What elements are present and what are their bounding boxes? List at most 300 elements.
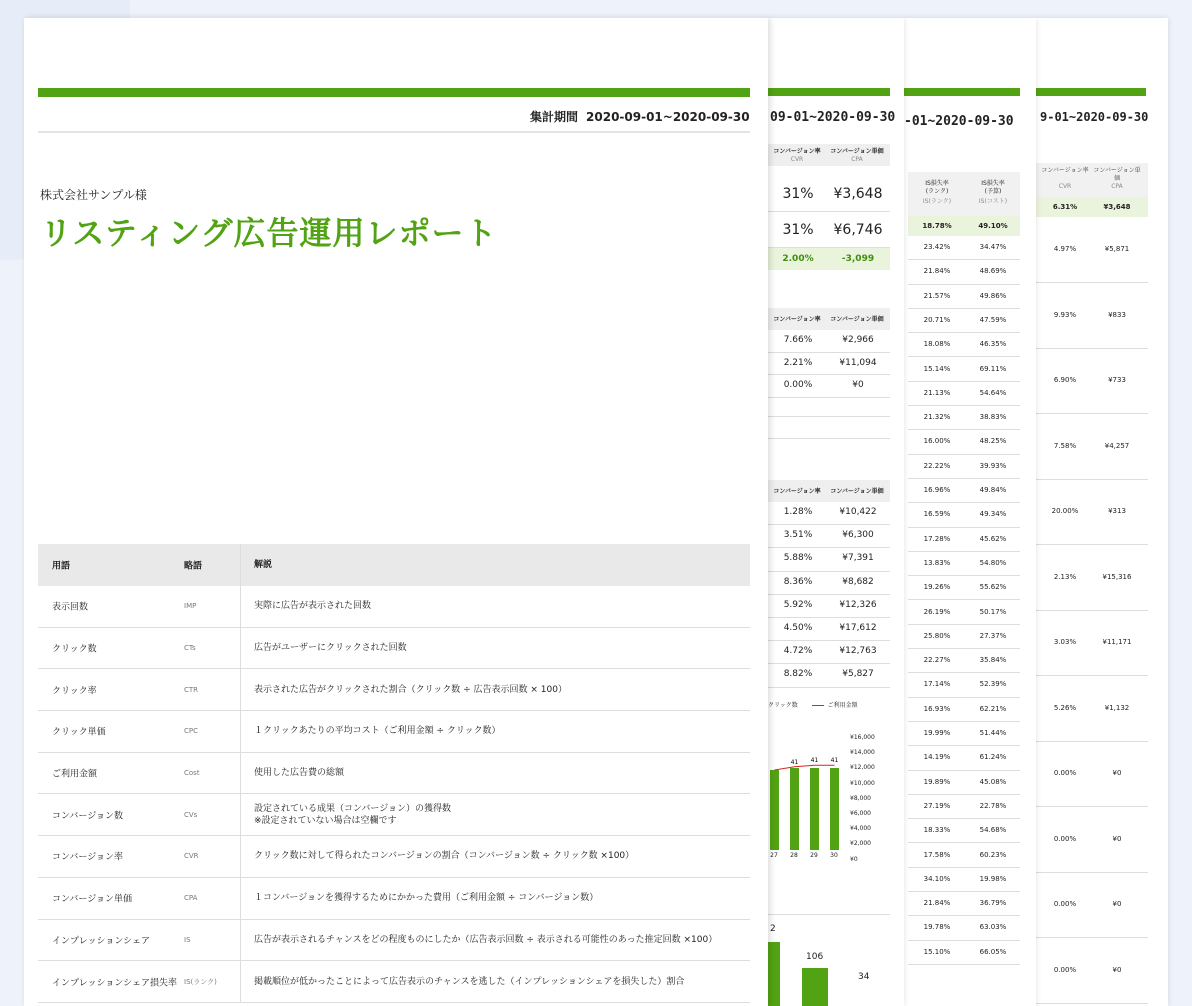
- table-row: [908, 941, 1020, 965]
- glossary-row: [38, 586, 750, 628]
- table-row: [908, 844, 1020, 868]
- legend-line-label: ご利用金額: [827, 702, 858, 709]
- cell-cpa: ¥0: [852, 380, 864, 390]
- cell-is-rank: 21.32%: [923, 413, 951, 422]
- cell-cpa: ¥12,326: [839, 599, 877, 610]
- glossary-row: [38, 753, 750, 795]
- header-cpa: コンバージョン単価: [830, 488, 884, 495]
- column-divider: [240, 961, 241, 1002]
- y-tick-label: ¥16,000: [850, 734, 875, 741]
- header-cpa-sub: CPA: [851, 156, 863, 163]
- divider: [768, 914, 890, 915]
- cell-cvr: 8.36%: [783, 576, 813, 587]
- header-is-rank-sub: IS(ランク): [922, 198, 952, 205]
- y-tick-label: ¥14,000: [850, 749, 875, 757]
- diff-cvr: 2.00%: [782, 254, 814, 264]
- table-row: [908, 698, 1020, 722]
- glossary-desc: １コンバージョンを獲得するためにかかった費用（ご利用金額 ÷ コンバージョン数）: [254, 893, 599, 904]
- cell-is-budget: 54.68%: [979, 826, 1007, 835]
- cell-is-budget: 35.84%: [979, 656, 1007, 665]
- cell-is-rank: 15.14%: [923, 364, 951, 373]
- cell-is-budget: 47.59%: [979, 315, 1007, 324]
- table-row: [1036, 348, 1148, 414]
- y-tick-label: ¥2,000: [850, 840, 871, 848]
- table-row: [908, 819, 1020, 843]
- table-row: [1036, 807, 1148, 873]
- table-row: [908, 455, 1020, 479]
- cell-is-budget: 62.21%: [979, 704, 1007, 713]
- glossary-row: [38, 794, 750, 836]
- cell-is-budget: 46.35%: [979, 340, 1007, 349]
- table-row: [1036, 872, 1148, 938]
- cell-is-budget: 51.44%: [979, 729, 1007, 737]
- glossary-desc: 掲載順位が低かったことによって広告表示のチャンスを逃した（インプレッションシェアを損失した）割合: [254, 976, 685, 987]
- cell-cvr: 4.50%: [783, 623, 813, 633]
- cell-is-budget: 60.23%: [979, 850, 1007, 859]
- cell-is-budget: 48.69%: [979, 267, 1007, 276]
- cell-cpa: ¥5,827: [842, 669, 874, 680]
- cell-is-rank: 18.08%: [923, 340, 951, 349]
- cell-is-budget: 22.78%: [979, 801, 1007, 810]
- cell-cvr: 7.66%: [783, 335, 813, 345]
- column-divider: [240, 628, 241, 669]
- table-row: [768, 618, 890, 641]
- summary-header: [768, 144, 890, 166]
- total-row: [1036, 197, 1148, 217]
- period-value: 2020-09-01~2020-09-30: [586, 110, 750, 124]
- cell-cvr: 6.90%: [1053, 376, 1077, 384]
- period-text: 9-01~2020-09-30: [1040, 110, 1149, 124]
- chart-bar: [790, 768, 799, 850]
- cell-cpa: ¥833: [1108, 310, 1126, 319]
- glossary-term: インプレッションシェア: [52, 936, 150, 947]
- x-tick-label: 27: [770, 852, 778, 859]
- cell-cvr: 2.13%: [1053, 572, 1077, 581]
- glossary-row: [38, 836, 750, 878]
- summary-cpa: ¥3,648: [833, 186, 883, 202]
- glossary-table: [38, 544, 750, 1003]
- table-row: [768, 548, 890, 571]
- x-tick-label: 28: [790, 852, 798, 859]
- table-row: [768, 641, 890, 664]
- cell-cvr: 1.28%: [783, 507, 813, 517]
- table-row: [908, 406, 1020, 430]
- cell-cvr: 3.03%: [1053, 638, 1077, 646]
- cell-cpa: ¥5,871: [1104, 245, 1130, 253]
- cell-is-rank: 21.13%: [923, 388, 951, 397]
- table-row: [1036, 414, 1148, 480]
- cell-is-budget: 61.24%: [979, 753, 1007, 762]
- cell-cpa: ¥0: [1112, 965, 1122, 974]
- header-cvr-sub: CVR: [1058, 183, 1072, 190]
- cell-cvr: 4.72%: [783, 646, 813, 657]
- glossary-term: インプレッションシェア損失率: [52, 978, 177, 989]
- column-divider: [240, 920, 241, 961]
- cell-cpa: ¥4,257: [1104, 441, 1130, 450]
- cell-cvr: 5.92%: [783, 599, 813, 610]
- total-cvr: 6.31%: [1052, 203, 1078, 211]
- cell-cpa: ¥12,763: [839, 646, 877, 657]
- total-cpa: ¥3,648: [1103, 203, 1131, 211]
- chart-bar: [770, 770, 779, 850]
- table-row: [908, 236, 1020, 260]
- table-row: [1036, 283, 1148, 349]
- page-header-bar: [904, 88, 1020, 96]
- glossary-abbr: IS(ランク): [184, 977, 217, 986]
- glossary-abbr: CPA: [184, 894, 198, 903]
- cell-is-rank: 16.93%: [923, 704, 951, 713]
- y-tick-label: ¥10,000: [850, 779, 875, 787]
- glossary-row: [38, 920, 750, 962]
- header-is-budget: IS損失率 (予算): [981, 180, 1005, 195]
- glossary-abbr: IMP: [184, 602, 197, 611]
- cell-cvr: 8.82%: [783, 669, 813, 680]
- bar-value-label: 41: [810, 757, 819, 765]
- table-row: [908, 333, 1020, 357]
- table-row: [908, 576, 1020, 600]
- table-row: [908, 285, 1020, 309]
- summary-cvr: 31%: [782, 222, 814, 238]
- total-is-budget: 49.10%: [978, 222, 1008, 230]
- header-cvr: コンバージョン率: [773, 488, 821, 495]
- table-row: [908, 601, 1020, 625]
- table-row: [908, 722, 1020, 746]
- table-row: [908, 358, 1020, 382]
- column-divider: [240, 878, 241, 919]
- page-header-bar: [1036, 88, 1146, 96]
- table-row: [1036, 545, 1148, 611]
- cell-is-rank: 25.80%: [923, 631, 951, 640]
- cell-cpa: ¥11,171: [1102, 638, 1132, 646]
- header-cvr: コンバージョン率: [773, 316, 821, 323]
- table-row: [1036, 938, 1148, 1004]
- cell-cvr: 7.58%: [1053, 441, 1077, 450]
- table-row: [768, 595, 890, 618]
- glossary-desc: 広告が表示されるチャンスをどの程度ものにしたか（広告表示回数 ÷ 表示される可能性のあった推定回数 ×100）: [254, 934, 718, 945]
- cell-is-budget: 50.17%: [979, 607, 1007, 616]
- chart-bar: [810, 768, 819, 850]
- table-row: [1036, 610, 1148, 676]
- header-cvr-sub: CVR: [790, 156, 804, 163]
- table-header: [1036, 163, 1148, 197]
- column-divider: [240, 669, 241, 710]
- cell-is-budget: 45.62%: [979, 534, 1007, 543]
- report-page-1: [24, 18, 768, 1006]
- column-divider: [240, 586, 241, 627]
- cell-is-rank: 23.42%: [923, 243, 951, 251]
- cell-cvr: 20.00%: [1051, 507, 1079, 515]
- cell-is-budget: 34.47%: [979, 243, 1007, 251]
- glossary-row: [38, 669, 750, 711]
- cell-cpa: ¥1,132: [1104, 703, 1130, 712]
- glossary-abbr: CVs: [184, 810, 198, 819]
- cell-is-rank: 14.19%: [923, 753, 951, 762]
- table-row: [908, 260, 1020, 284]
- cell-cvr: 0.00%: [1053, 900, 1077, 908]
- table-row: [908, 309, 1020, 333]
- y-tick-label: ¥4,000: [850, 825, 871, 833]
- table-row: [768, 330, 890, 353]
- glossary-desc: 表示された広告がクリックされた割合（クリック数 ÷ 広告表示回数 × 100）: [254, 684, 567, 695]
- y-tick-label: ¥6,000: [850, 810, 871, 817]
- cell-is-rank: 22.27%: [923, 656, 951, 665]
- column-divider: [240, 544, 241, 586]
- cell-is-rank: 19.26%: [923, 583, 951, 592]
- summary-row: [768, 176, 890, 212]
- cell-is-budget: 48.25%: [979, 437, 1007, 446]
- cell-cpa: ¥8,682: [842, 576, 874, 587]
- column-divider: [240, 753, 241, 794]
- cell-is-budget: 66.05%: [979, 947, 1007, 956]
- x-tick-label: 30: [830, 852, 838, 859]
- table-row: [908, 552, 1020, 576]
- legend-line-swatch: [812, 705, 824, 706]
- cell-cvr: 3.51%: [783, 530, 813, 541]
- x-tick-label: 29: [810, 852, 818, 859]
- cell-cpa: ¥0: [1112, 834, 1122, 843]
- total-is-rank: 18.78%: [922, 222, 952, 230]
- table-row: [908, 430, 1020, 454]
- cell-is-budget: 49.34%: [979, 510, 1007, 519]
- glossary-header: [38, 544, 750, 586]
- table-row: [908, 673, 1020, 697]
- report-page-2: [768, 18, 904, 1006]
- glossary-abbr: CTR: [184, 685, 199, 694]
- column-divider: [240, 836, 241, 877]
- glossary-abbr: CVR: [184, 852, 199, 861]
- cell-is-rank: 17.14%: [923, 680, 951, 689]
- header-term: 用語: [52, 561, 71, 572]
- bar-value-label: 41: [830, 757, 839, 765]
- header-is-rank: IS損失率 (ランク): [925, 180, 949, 195]
- cell-cvr: 0.00%: [1053, 769, 1077, 777]
- cell-is-budget: 49.86%: [979, 291, 1007, 300]
- summary-row: [768, 212, 890, 248]
- cell-is-budget: 69.11%: [979, 364, 1007, 373]
- table-row: [908, 528, 1020, 552]
- cell-cpa: ¥17,612: [839, 623, 877, 633]
- glossary-term: クリック単価: [52, 727, 106, 738]
- cell-cpa: ¥10,422: [839, 507, 877, 517]
- cell-is-rank: 16.96%: [923, 486, 951, 494]
- period-label: 集計期間: [530, 110, 579, 124]
- period-text: [530, 108, 750, 125]
- cell-cpa: ¥11,094: [839, 357, 877, 368]
- cell-is-rank: 19.78%: [923, 923, 951, 932]
- header-cvr: コンバージョン率: [773, 148, 821, 155]
- table-row: [908, 892, 1020, 916]
- glossary-row: [38, 961, 750, 1003]
- table-row: [768, 502, 890, 525]
- glossary-abbr: CTs: [184, 644, 196, 653]
- glossary-desc: 設定されている成果（コンバージョン）の獲得数 ※設定されていない場合は空欄です: [254, 803, 452, 826]
- column-divider: [240, 711, 241, 752]
- bottom-bar: [802, 968, 828, 1006]
- cell-is-budget: 52.39%: [979, 680, 1007, 689]
- bar-value-label: 41: [790, 758, 799, 766]
- glossary-desc: クリック数に対して得られたコンバージョンの割合（コンバージョン数 ÷ クリック数 ×100）: [254, 851, 635, 862]
- cell-cpa: ¥0: [1112, 900, 1122, 908]
- table-row: [908, 649, 1020, 673]
- y-tick-label: ¥8,000: [850, 794, 871, 802]
- cell-cvr: 9.93%: [1053, 310, 1077, 319]
- cell-is-rank: 20.71%: [923, 315, 951, 324]
- glossary-desc: 使用した広告費の総額: [254, 768, 345, 779]
- cell-is-rank: 17.28%: [923, 534, 951, 543]
- diff-row: [768, 248, 890, 270]
- glossary-desc: 広告がユーザーにクリックされた回数: [254, 643, 407, 654]
- cell-cpa: ¥6,300: [842, 530, 874, 541]
- cell-cpa: ¥733: [1108, 376, 1126, 384]
- table-row: [1036, 479, 1148, 545]
- bottom-bar-label: 106: [806, 952, 824, 962]
- cell-cpa: ¥15,316: [1102, 572, 1132, 581]
- table-header: [908, 172, 1020, 216]
- bottom-bar-label: 2: [770, 924, 776, 934]
- legend-bar-label: クリック数: [768, 702, 798, 709]
- glossary-term: コンバージョン率: [52, 852, 124, 863]
- table-row: [1036, 741, 1148, 807]
- header-is-budget-sub: IS(コスト): [978, 198, 1008, 205]
- table-row: [908, 503, 1020, 527]
- cell-cvr: 0.00%: [783, 380, 813, 390]
- table-row: [1036, 217, 1148, 283]
- cell-is-rank: 13.83%: [923, 558, 951, 567]
- table-header: [768, 308, 890, 330]
- cell-cvr: 0.00%: [1053, 965, 1077, 974]
- table-row: [908, 795, 1020, 819]
- table-row: [768, 353, 890, 376]
- cell-cpa: ¥0: [1112, 769, 1122, 777]
- cell-is-rank: 21.84%: [923, 899, 951, 908]
- client-name: 株式会社サンプル様: [40, 188, 147, 202]
- y-tick-label: ¥0: [850, 855, 858, 863]
- glossary-row: [38, 878, 750, 920]
- summary-cvr: 31%: [782, 186, 814, 202]
- header-desc: 解説: [254, 560, 273, 570]
- column-divider: [240, 794, 241, 835]
- table-header: [768, 480, 890, 502]
- header-abbr: 略語: [184, 561, 203, 572]
- divider: [768, 416, 890, 417]
- chart-legend: [768, 700, 898, 709]
- total-row: [908, 216, 1020, 236]
- glossary-term: クリック数: [52, 644, 97, 655]
- header-cpa: コンバージョン単価: [830, 316, 884, 323]
- glossary-term: クリック率: [52, 686, 97, 697]
- glossary-term: ご利用金額: [52, 769, 98, 780]
- glossary-abbr: Cost: [184, 769, 200, 778]
- cell-is-rank: 26.19%: [923, 607, 951, 616]
- page-header-bar: [768, 88, 890, 96]
- table-row: [908, 625, 1020, 649]
- cell-cvr: 0.00%: [1053, 834, 1077, 843]
- cell-is-budget: 54.80%: [979, 558, 1007, 567]
- bottom-bar: [768, 942, 780, 1006]
- glossary-row: [38, 628, 750, 670]
- chart-area: [768, 718, 848, 858]
- glossary-abbr: IS: [184, 935, 191, 944]
- glossary-term: コンバージョン数: [52, 811, 124, 822]
- glossary-row: [38, 711, 750, 753]
- cell-is-rank: 21.57%: [923, 291, 951, 300]
- report-page-4: [1036, 18, 1168, 1006]
- glossary-abbr: CPC: [184, 727, 198, 736]
- divider: [38, 131, 750, 133]
- chart-bar: [830, 768, 839, 850]
- chart-line: [775, 765, 835, 770]
- report-page-3: [904, 18, 1036, 1006]
- table-row: [768, 525, 890, 548]
- glossary-term: コンバージョン単価: [52, 894, 133, 905]
- cell-is-rank: 16.00%: [923, 437, 951, 446]
- table-row: [768, 375, 890, 398]
- cell-is-rank: 22.22%: [923, 461, 951, 470]
- report-title: リスティング広告運用レポート: [40, 214, 498, 252]
- y-tick-label: ¥12,000: [850, 764, 875, 772]
- bottom-bar-label: 34: [858, 972, 870, 982]
- glossary-term: 表示回数: [52, 602, 89, 613]
- table-row: [768, 572, 890, 595]
- summary-cpa: ¥6,746: [833, 222, 883, 238]
- header-cvr: コンバージョン率: [1041, 167, 1089, 174]
- cell-is-rank: 27.19%: [923, 801, 951, 810]
- cell-is-budget: 45.08%: [979, 777, 1007, 786]
- cell-cpa: ¥313: [1108, 507, 1126, 515]
- cell-is-rank: 17.58%: [923, 850, 951, 859]
- cell-cpa: ¥7,391: [842, 553, 874, 564]
- table-row: [1036, 676, 1148, 742]
- cell-is-rank: 16.59%: [923, 510, 951, 519]
- diff-cpa: -3,099: [841, 254, 875, 264]
- cell-cpa: ¥2,966: [842, 335, 874, 345]
- cell-is-budget: 63.03%: [979, 923, 1007, 932]
- period-text: -01~2020-09-30: [904, 114, 1014, 129]
- cell-is-budget: 49.84%: [979, 486, 1007, 494]
- header-cpa-sub: CPA: [1111, 183, 1123, 190]
- cell-is-budget: 36.79%: [979, 899, 1007, 908]
- cell-is-rank: 19.99%: [923, 729, 951, 737]
- cell-is-rank: 19.89%: [923, 777, 951, 786]
- table-row: [908, 916, 1020, 940]
- cell-is-budget: 39.93%: [979, 461, 1007, 470]
- cell-cvr: 5.88%: [783, 553, 813, 564]
- table-row: [908, 771, 1020, 795]
- page-header-bar: [38, 88, 750, 97]
- table-row: [908, 479, 1020, 503]
- glossary-desc: １クリックあたりの平均コスト（ご利用金額 ÷ クリック数）: [254, 726, 501, 737]
- glossary-desc: 実際に広告が表示された回数: [254, 601, 372, 612]
- cell-is-budget: 54.64%: [979, 388, 1007, 397]
- header-cpa: コンバージョン単価: [1093, 167, 1141, 182]
- cell-is-rank: 15.10%: [923, 947, 951, 956]
- header-cpa: コンバージョン単価: [830, 148, 884, 155]
- table-row: [908, 382, 1020, 406]
- cell-is-budget: 38.83%: [979, 413, 1007, 422]
- cell-is-rank: 34.10%: [923, 874, 951, 883]
- cell-is-budget: 27.37%: [979, 631, 1007, 640]
- cell-is-budget: 19.98%: [979, 874, 1007, 883]
- cell-is-rank: 21.84%: [923, 267, 951, 276]
- cell-is-budget: 55.62%: [979, 583, 1007, 592]
- cell-cvr: 4.97%: [1053, 245, 1077, 253]
- period-text: 09-01~2020-09-30: [770, 110, 896, 125]
- table-row: [908, 868, 1020, 892]
- cell-is-rank: 18.33%: [923, 826, 951, 835]
- cell-cvr: 2.21%: [783, 357, 813, 368]
- table-row: [908, 746, 1020, 770]
- divider: [768, 438, 890, 439]
